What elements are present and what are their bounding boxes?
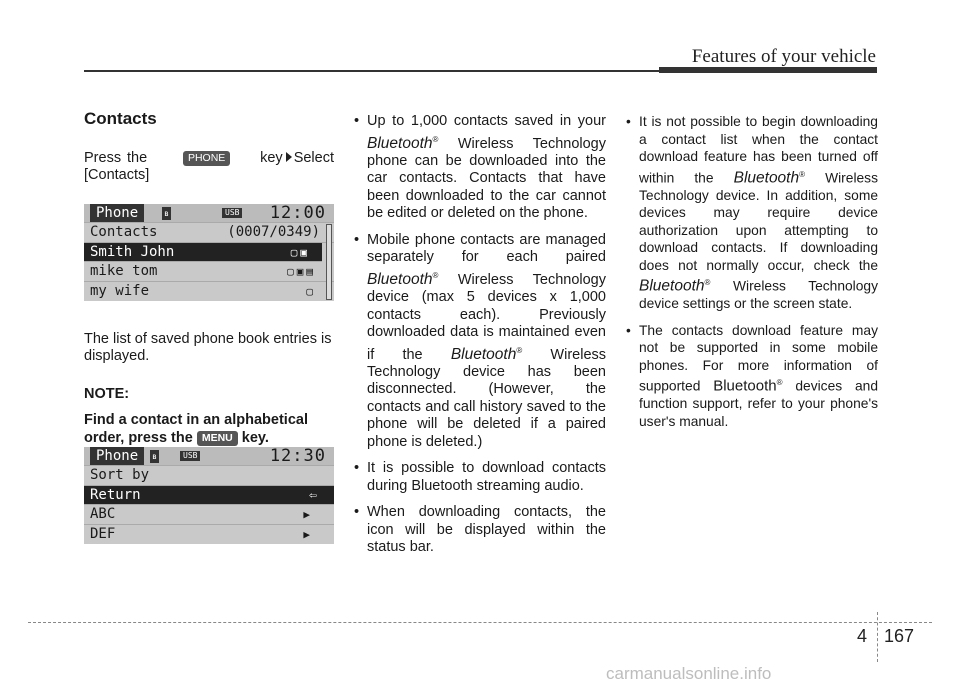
- bluetooth-brand: Bluetooth: [367, 134, 433, 152]
- column-right: [626, 113, 878, 439]
- text: Wireless Technology device has been disconnected. (However, the contacts and call history saved to the phone will be deleted if a paired phone is deleted.): [367, 346, 607, 450]
- sort-title: Sort by: [90, 467, 150, 484]
- chapter-number: 4: [857, 626, 868, 646]
- phone-trash-icon: ▢▣: [290, 245, 310, 259]
- text: Up to 1,000 contacts saved in your: [367, 113, 606, 129]
- text: Wireless Technology device. In addition, some devices may require device authorization upon attempting to download contacts. If downloading does not normally occur, check the: [639, 170, 878, 273]
- sort-option-return[interactable]: [84, 486, 334, 505]
- status-bar: [84, 447, 334, 466]
- contact-name: mike tom: [90, 263, 158, 280]
- contacts-screen: [84, 204, 334, 301]
- text: It is possible to download contacts during Bluetooth streaming audio.: [367, 460, 606, 494]
- phone-tab: Phone: [90, 447, 144, 465]
- chevron-right-icon: ▶: [303, 508, 310, 522]
- bullet-item: [354, 232, 606, 452]
- instruction-post: Select [Contacts]: [84, 149, 334, 183]
- bluetooth-brand: Bluetooth: [639, 277, 705, 295]
- instruction-key: key: [260, 149, 283, 166]
- phone-trash-sim-icon: ▢▣▤: [287, 265, 316, 279]
- header-title: Features of your vehicle: [691, 46, 876, 67]
- text: devices and function support, refer to your phone's user's manual.: [639, 378, 878, 429]
- sort-option-abc[interactable]: [84, 505, 334, 524]
- registered-mark: ®: [516, 345, 523, 355]
- text: Wireless Technology device settings or the screen state.: [639, 278, 878, 312]
- clock: 12:30: [269, 446, 326, 466]
- contact-row[interactable]: [84, 243, 322, 262]
- registered-mark: ®: [776, 378, 783, 388]
- header-rule: [84, 70, 660, 72]
- text: It is not possible to begin downloading a contact list when the contact download feature has been turned off within the: [639, 114, 878, 186]
- contact-row[interactable]: [84, 282, 334, 301]
- text: Mobile phone contacts are managed separately for each paired: [367, 231, 606, 266]
- text: When downloading contacts, the icon will be displayed within the status bar.: [367, 504, 606, 556]
- bullet-item: [354, 460, 606, 495]
- contacts-description: The list of saved phone book entries is displayed.: [84, 330, 332, 364]
- sort-option-label: ABC: [90, 506, 116, 523]
- status-bar: [84, 204, 334, 223]
- usb-icon: USB: [180, 451, 200, 461]
- sort-option-def[interactable]: [84, 525, 334, 544]
- phone-icon: ▢: [306, 284, 316, 298]
- scrollbar[interactable]: [326, 224, 332, 300]
- footer-divider: [877, 612, 878, 662]
- bluetooth-brand: Bluetooth: [450, 345, 517, 363]
- bluetooth-icon: ʙ: [150, 450, 159, 463]
- contacts-title: Contacts: [90, 224, 158, 241]
- contact-row[interactable]: [84, 262, 334, 281]
- sort-option-label: Return: [90, 486, 141, 503]
- bullet-item: [354, 113, 606, 223]
- contact-name: my wife: [90, 282, 150, 299]
- note-text-post: key.: [241, 429, 269, 446]
- column-middle: [354, 113, 606, 566]
- bullet-item: [626, 322, 878, 431]
- note-text-pre: Find a contact in an alphabetical order, press the: [84, 412, 308, 446]
- clock: 12:00: [269, 203, 326, 223]
- bluetooth-icon: ʙ: [162, 207, 171, 220]
- contact-name: Smith John: [90, 243, 175, 260]
- bluetooth-brand: Bluetooth: [367, 270, 433, 288]
- sort-screen: [84, 447, 334, 544]
- chevron-right-icon: ▶: [303, 527, 310, 541]
- header-bar: [659, 67, 877, 73]
- registered-mark: ®: [432, 270, 439, 280]
- usb-icon: USB: [222, 208, 242, 218]
- registered-mark: ®: [704, 278, 711, 288]
- bluetooth-brand: Bluetooth: [733, 169, 800, 187]
- note-title: NOTE:: [84, 385, 130, 402]
- menu-key-label: MENU: [197, 431, 238, 446]
- bluetooth-brand: Bluetooth: [713, 377, 777, 395]
- registered-mark: ®: [799, 169, 806, 179]
- text: The contacts download feature may not be supported in some mobile phones. For more information of supported: [639, 322, 878, 394]
- contacts-title-row: [84, 223, 334, 242]
- return-icon: ⇦: [309, 487, 320, 503]
- instruction-pre: Press the: [84, 149, 148, 166]
- arrow-right-icon: [286, 152, 292, 162]
- page-number: 167: [884, 626, 915, 646]
- registered-mark: ®: [432, 134, 439, 144]
- sort-option-label: DEF: [90, 525, 116, 542]
- sort-title-row: [84, 466, 334, 485]
- section-heading: Contacts: [84, 109, 157, 128]
- instruction: [84, 150, 334, 185]
- text: Wireless Technology phone can be downloaded into the car contacts. Contacts that have been downloaded to the car cannot be edited or deleted on the phone.: [367, 135, 606, 222]
- phone-tab: Phone: [90, 204, 144, 222]
- bullet-item: [626, 113, 878, 313]
- footer-rule: [28, 622, 932, 623]
- bullet-item: [354, 504, 606, 557]
- watermark: carmanualsonline.info: [606, 664, 772, 683]
- text: Wireless Technology device (max 5 devices x 1,000 contacts each). Previously downloaded data is maintained even if the: [367, 271, 606, 363]
- contact-count: (0007/0349): [227, 224, 320, 241]
- note-text: [84, 412, 334, 447]
- phone-key-label: PHONE: [183, 151, 230, 166]
